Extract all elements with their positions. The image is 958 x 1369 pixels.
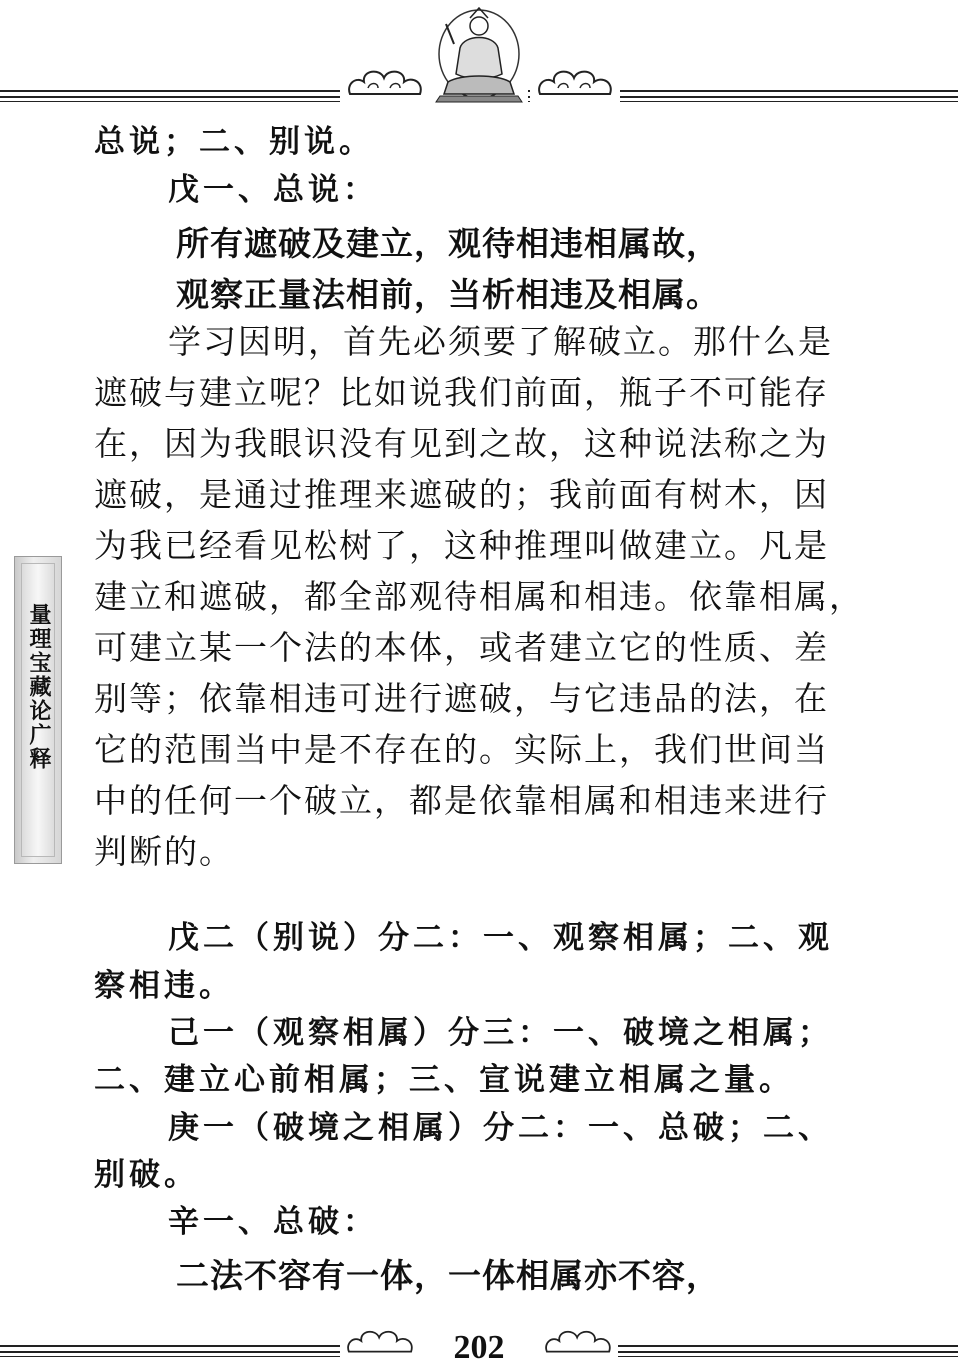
deity-figure-icon — [430, 4, 528, 104]
side-tab-title: 量理宝藏论广释 — [26, 603, 51, 771]
cloud-ornament-icon — [340, 62, 430, 102]
cloud-ornament-icon — [340, 1322, 420, 1360]
heading: 别破。 — [94, 1157, 199, 1193]
paragraph-line: 建立和遮破，都全部观待相属和相违。依靠相属， — [94, 577, 864, 616]
paragraph-line: 别等；依靠相违可进行遮破，与它违品的法，在 — [94, 679, 829, 718]
paragraph-line: 它的范围当中是不存在的。实际上，我们世间当 — [94, 730, 829, 769]
section-line: 总说；二、别说。 — [94, 124, 374, 160]
verse-line: 所有遮破及建立，观待相违相属故， — [176, 224, 720, 263]
cloud-ornament-icon — [530, 62, 620, 102]
paragraph-line: 为我已经看见松树了，这种推理叫做建立。凡是 — [94, 526, 829, 565]
paragraph-line: 中的任何一个破立，都是依靠相属和相违来进行 — [94, 781, 829, 820]
paragraph-line: 可建立某一个法的本体，或者建立它的性质、差 — [94, 628, 829, 667]
verse-line: 二法不容有一体，一体相属亦不容， — [176, 1256, 720, 1295]
paragraph-line: 遮破，是通过推理来遮破的；我前面有树木，因 — [94, 475, 829, 514]
heading: 辛一、总破： — [168, 1204, 378, 1240]
cloud-ornament-icon — [538, 1322, 618, 1360]
side-tab — [14, 556, 62, 864]
heading: 戊二（别说）分二：一、观察相属；二、观 — [168, 920, 833, 956]
heading: 庚一（破境之相属）分二：一、总破；二、 — [168, 1110, 833, 1146]
page-number: 202 — [419, 1328, 539, 1368]
verse-line: 观察正量法相前，当析相违及相属。 — [176, 275, 720, 314]
paragraph-line: 判断的。 — [94, 832, 234, 871]
paragraph-line: 在，因为我眼识没有见到之故，这种说法称之为 — [94, 424, 829, 463]
heading: 二、建立心前相属；三、宣说建立相属之量。 — [94, 1062, 794, 1098]
paragraph-line: 学习因明，首先必须要了解破立。那什么是 — [168, 322, 833, 361]
heading: 己一（观察相属）分三：一、破境之相属； — [168, 1015, 833, 1051]
heading: 戊一、总说： — [168, 172, 378, 208]
paragraph-line: 遮破与建立呢？比如说我们前面，瓶子不可能存 — [94, 373, 829, 412]
heading: 察相违。 — [94, 968, 234, 1004]
